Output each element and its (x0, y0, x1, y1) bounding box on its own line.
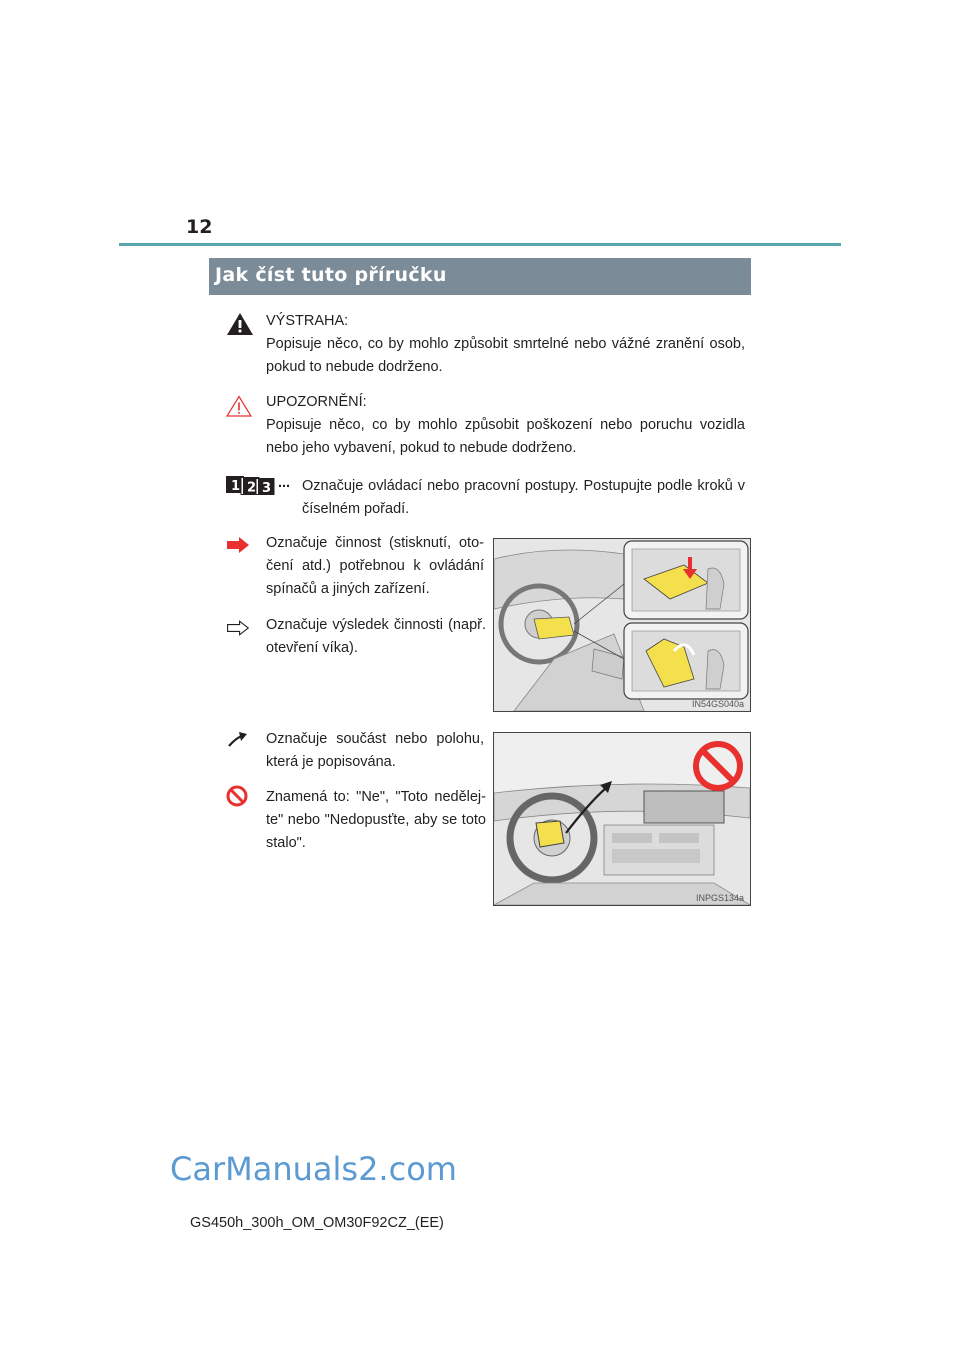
dashboard-figure-code: INPGS134a (695, 893, 744, 903)
result-text: Označuje výsledek činnosti (např. otevření víka). (266, 617, 486, 656)
page-number: 12 (186, 216, 213, 238)
steps-ellipsis: ... (278, 475, 291, 491)
step-glyph-1: 1 (231, 479, 241, 494)
notice-label: UPOZORNĚNÍ: (266, 394, 367, 410)
warning-label: VÝSTRAHA: (266, 313, 349, 329)
warning-body: Popisuje něco, co by mohlo způsobit smrtelné nebo vážné zranění osob, pokud to nebude dodrženo. (266, 336, 745, 375)
filled-arrow-icon (227, 537, 249, 558)
action-text: Označuje činnost (stisknutí, otočení atd.) potřebnou k ovládání spínačů a jiných zařízení. (266, 535, 484, 597)
console-figure (493, 538, 751, 712)
notice-text (266, 391, 745, 460)
component-text: Označuje součást nebo polohu, která je popisována. (266, 731, 484, 770)
steps-text: Označuje ovládací nebo pracovní postupy. Postupujte podle kroků v číselném pořadí. (302, 478, 745, 517)
warning-triangle-filled-icon (226, 312, 254, 341)
warning-text (266, 310, 745, 379)
outline-arrow-icon (227, 620, 249, 641)
notice-body: Popisuje něco, co by mohlo způsobit poškození nebo poruchu vozidla nebo jeho vybavení, pokud to nebude dodrženo. (266, 417, 745, 456)
console-figure-code: IN54GS040a (691, 699, 744, 709)
pointer-arrow-icon (228, 732, 248, 753)
step-glyph-2: 2 (247, 480, 257, 495)
prohibited-text: Znamená to: "Ne", "Toto nedělejte" nebo "Nedopusťte, aby se toto stalo". (266, 789, 486, 851)
dashboard-figure (493, 732, 751, 906)
watermark: CarManuals2.com (170, 1150, 457, 1188)
section-title: Jak číst tuto příručku (215, 264, 447, 286)
step-glyph-3: 3 (262, 481, 272, 495)
footer-code: GS450h_300h_OM_OM30F92CZ_(EE) (190, 1215, 444, 1231)
warning-triangle-outline-icon (226, 395, 252, 422)
section-header (209, 258, 751, 295)
prohibition-icon (226, 785, 248, 812)
top-rule (119, 243, 841, 246)
